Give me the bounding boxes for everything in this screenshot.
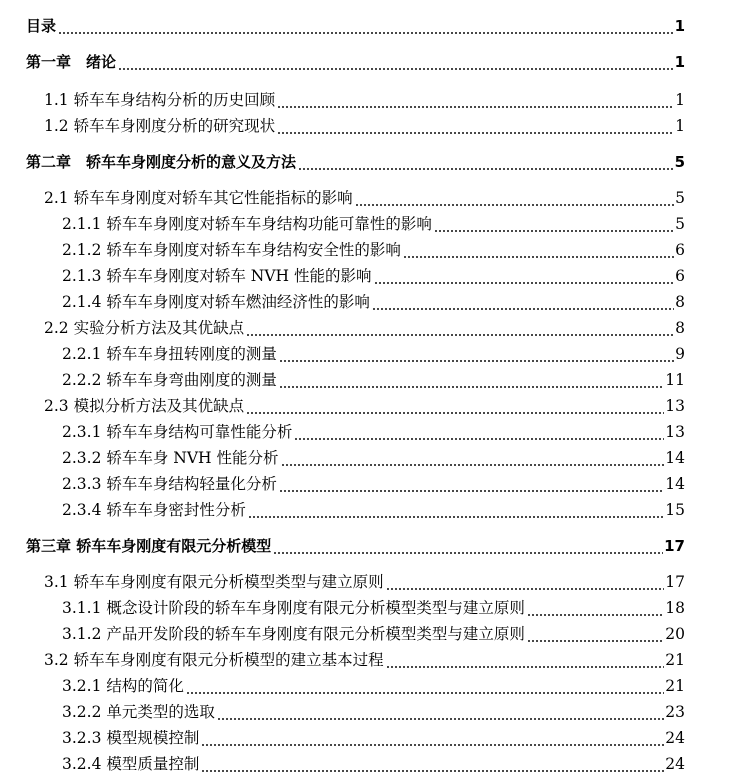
toc-entry[interactable] xyxy=(0,210,739,234)
toc-entry-title: 2.3.2 轿车车身 NVH 性能分析 xyxy=(62,449,279,467)
toc-entry[interactable] xyxy=(0,532,739,556)
toc-entry-page: 14 xyxy=(665,475,685,493)
toc-entry-title: 3.1.1 概念设计阶段的轿车车身刚度有限元分析模型类型与建立原则 xyxy=(62,599,525,617)
toc-entry-page: 11 xyxy=(665,371,685,389)
toc-dot-leader xyxy=(279,344,674,364)
toc-dot-leader xyxy=(386,650,665,670)
toc-entry-title: 2.1.4 轿车车身刚度对轿车燃油经济性的影响 xyxy=(62,293,370,311)
toc-dot-leader xyxy=(118,52,674,72)
toc-dot-leader xyxy=(294,422,664,442)
toc-entry-title: 第一章 绪论 xyxy=(26,53,117,71)
toc-entry[interactable] xyxy=(0,112,739,136)
toc-dot-leader xyxy=(246,396,664,416)
toc-entry-page: 24 xyxy=(665,755,685,773)
toc-entry-page: 17 xyxy=(665,573,685,591)
toc-entry[interactable] xyxy=(0,496,739,520)
toc-entry[interactable] xyxy=(0,698,739,722)
toc-entry[interactable] xyxy=(0,594,739,618)
toc-entry-page: 24 xyxy=(665,729,685,747)
toc-entry-page: 9 xyxy=(675,345,685,363)
toc-entry[interactable] xyxy=(0,392,739,416)
toc-entry[interactable] xyxy=(0,236,739,260)
toc-entry-page: 15 xyxy=(665,501,685,519)
toc-dot-leader xyxy=(298,152,674,172)
toc-dot-leader xyxy=(201,728,664,748)
toc-entry-page: 17 xyxy=(664,537,685,555)
toc-dot-leader xyxy=(277,116,674,136)
toc-dot-leader xyxy=(201,754,664,774)
toc-entry-title: 1.2 轿车车身刚度分析的研究现状 xyxy=(44,117,276,135)
toc-dot-leader xyxy=(58,16,674,36)
toc-entry-title: 3.1 轿车车身刚度有限元分析模型类型与建立原则 xyxy=(44,573,384,591)
toc-entry[interactable] xyxy=(0,444,739,468)
toc-entry-title: 2.3 模拟分析方法及其优缺点 xyxy=(44,397,245,415)
toc-dot-leader xyxy=(277,90,674,110)
toc-entry-page: 1 xyxy=(674,17,685,35)
toc-dot-leader xyxy=(279,370,664,390)
toc-entry[interactable] xyxy=(0,646,739,670)
toc-entry[interactable] xyxy=(0,568,739,592)
toc-entry-title: 2.1.3 轿车车身刚度对轿车 NVH 性能的影响 xyxy=(62,267,372,285)
toc-dot-leader xyxy=(355,188,675,208)
toc-entry-title: 3.2.4 模型质量控制 xyxy=(62,755,200,773)
toc-entry[interactable] xyxy=(0,620,739,644)
toc-entry-page: 21 xyxy=(665,651,685,669)
toc-dot-leader xyxy=(186,676,664,696)
toc-entry[interactable] xyxy=(0,48,739,72)
toc-entry[interactable] xyxy=(0,86,739,110)
toc-entry-page: 6 xyxy=(675,267,685,285)
toc-entry[interactable] xyxy=(0,470,739,494)
toc-dot-leader xyxy=(527,624,664,644)
toc-entry-page: 13 xyxy=(665,423,685,441)
toc-entry-title: 第二章 轿车车身刚度分析的意义及方法 xyxy=(26,153,297,171)
toc-dot-leader xyxy=(279,474,664,494)
toc-dot-leader xyxy=(434,214,674,234)
toc-entry[interactable] xyxy=(0,340,739,364)
toc-entry[interactable] xyxy=(0,288,739,312)
toc-entry-title: 2.2 实验分析方法及其优缺点 xyxy=(44,319,245,337)
toc-dot-leader xyxy=(246,318,674,338)
toc-entry-title: 第三章 轿车车身刚度有限元分析模型 xyxy=(26,537,272,555)
toc-entry[interactable] xyxy=(0,418,739,442)
toc-entry-page: 1 xyxy=(675,117,685,135)
toc-entry-page: 5 xyxy=(675,215,685,233)
toc-entry-page: 1 xyxy=(675,91,685,109)
toc-entry-title: 2.1.1 轿车车身刚度对轿车车身结构功能可靠性的影响 xyxy=(62,215,432,233)
toc-dot-leader xyxy=(403,240,674,260)
toc-entry[interactable] xyxy=(0,366,739,390)
toc-entry[interactable] xyxy=(0,12,739,36)
toc-entry-page: 6 xyxy=(675,241,685,259)
toc-entry-page: 23 xyxy=(665,703,685,721)
toc-entry-page: 1 xyxy=(674,53,685,71)
toc-dot-leader xyxy=(273,536,663,556)
toc-entry-title: 1.1 轿车车身结构分析的历史回顾 xyxy=(44,91,276,109)
toc-entry-title: 3.2 轿车车身刚度有限元分析模型的建立基本过程 xyxy=(44,651,384,669)
toc-entry-title: 2.1 轿车车身刚度对轿车其它性能指标的影响 xyxy=(44,189,353,207)
toc-entry-page: 13 xyxy=(665,397,685,415)
toc-entry-page: 5 xyxy=(674,153,685,171)
toc-entry-page: 18 xyxy=(665,599,685,617)
toc-dot-leader xyxy=(281,448,665,468)
toc-entry-title: 2.3.3 轿车车身结构轻量化分析 xyxy=(62,475,277,493)
toc-entry-title: 2.1.2 轿车车身刚度对轿车车身结构安全性的影响 xyxy=(62,241,401,259)
toc-entry-title: 3.2.1 结构的简化 xyxy=(62,677,184,695)
toc-dot-leader xyxy=(248,500,664,520)
toc-entry-title: 2.2.1 轿车车身扭转刚度的测量 xyxy=(62,345,277,363)
toc-entry-title: 2.2.2 轿车车身弯曲刚度的测量 xyxy=(62,371,277,389)
toc-dot-leader xyxy=(374,266,675,286)
toc-entry[interactable] xyxy=(0,314,739,338)
toc-dot-leader xyxy=(386,572,665,592)
toc-entry-title: 3.2.2 单元类型的选取 xyxy=(62,703,215,721)
toc-entry-page: 5 xyxy=(675,189,685,207)
toc-entry[interactable] xyxy=(0,184,739,208)
toc-entry-title: 2.3.4 轿车车身密封性分析 xyxy=(62,501,246,519)
toc-entry-title: 3.2.3 模型规模控制 xyxy=(62,729,200,747)
toc-entry[interactable] xyxy=(0,724,739,748)
toc-dot-leader xyxy=(217,702,664,722)
toc-entry-page: 8 xyxy=(675,293,685,311)
toc-entry[interactable] xyxy=(0,672,739,696)
toc-entry-page: 8 xyxy=(675,319,685,337)
toc-entry-page: 21 xyxy=(665,677,685,695)
toc-entry[interactable] xyxy=(0,262,739,286)
toc-dot-leader xyxy=(527,598,664,618)
toc-entry-title: 2.3.1 轿车车身结构可靠性能分析 xyxy=(62,423,293,441)
toc-entry-title: 目录 xyxy=(26,17,57,35)
toc-entry-page: 20 xyxy=(665,625,685,643)
toc-entry[interactable] xyxy=(0,148,739,172)
toc-entry-title: 3.1.2 产品开发阶段的轿车车身刚度有限元分析模型类型与建立原则 xyxy=(62,625,525,643)
toc-dot-leader xyxy=(372,292,674,312)
toc-entry-page: 14 xyxy=(665,449,685,467)
